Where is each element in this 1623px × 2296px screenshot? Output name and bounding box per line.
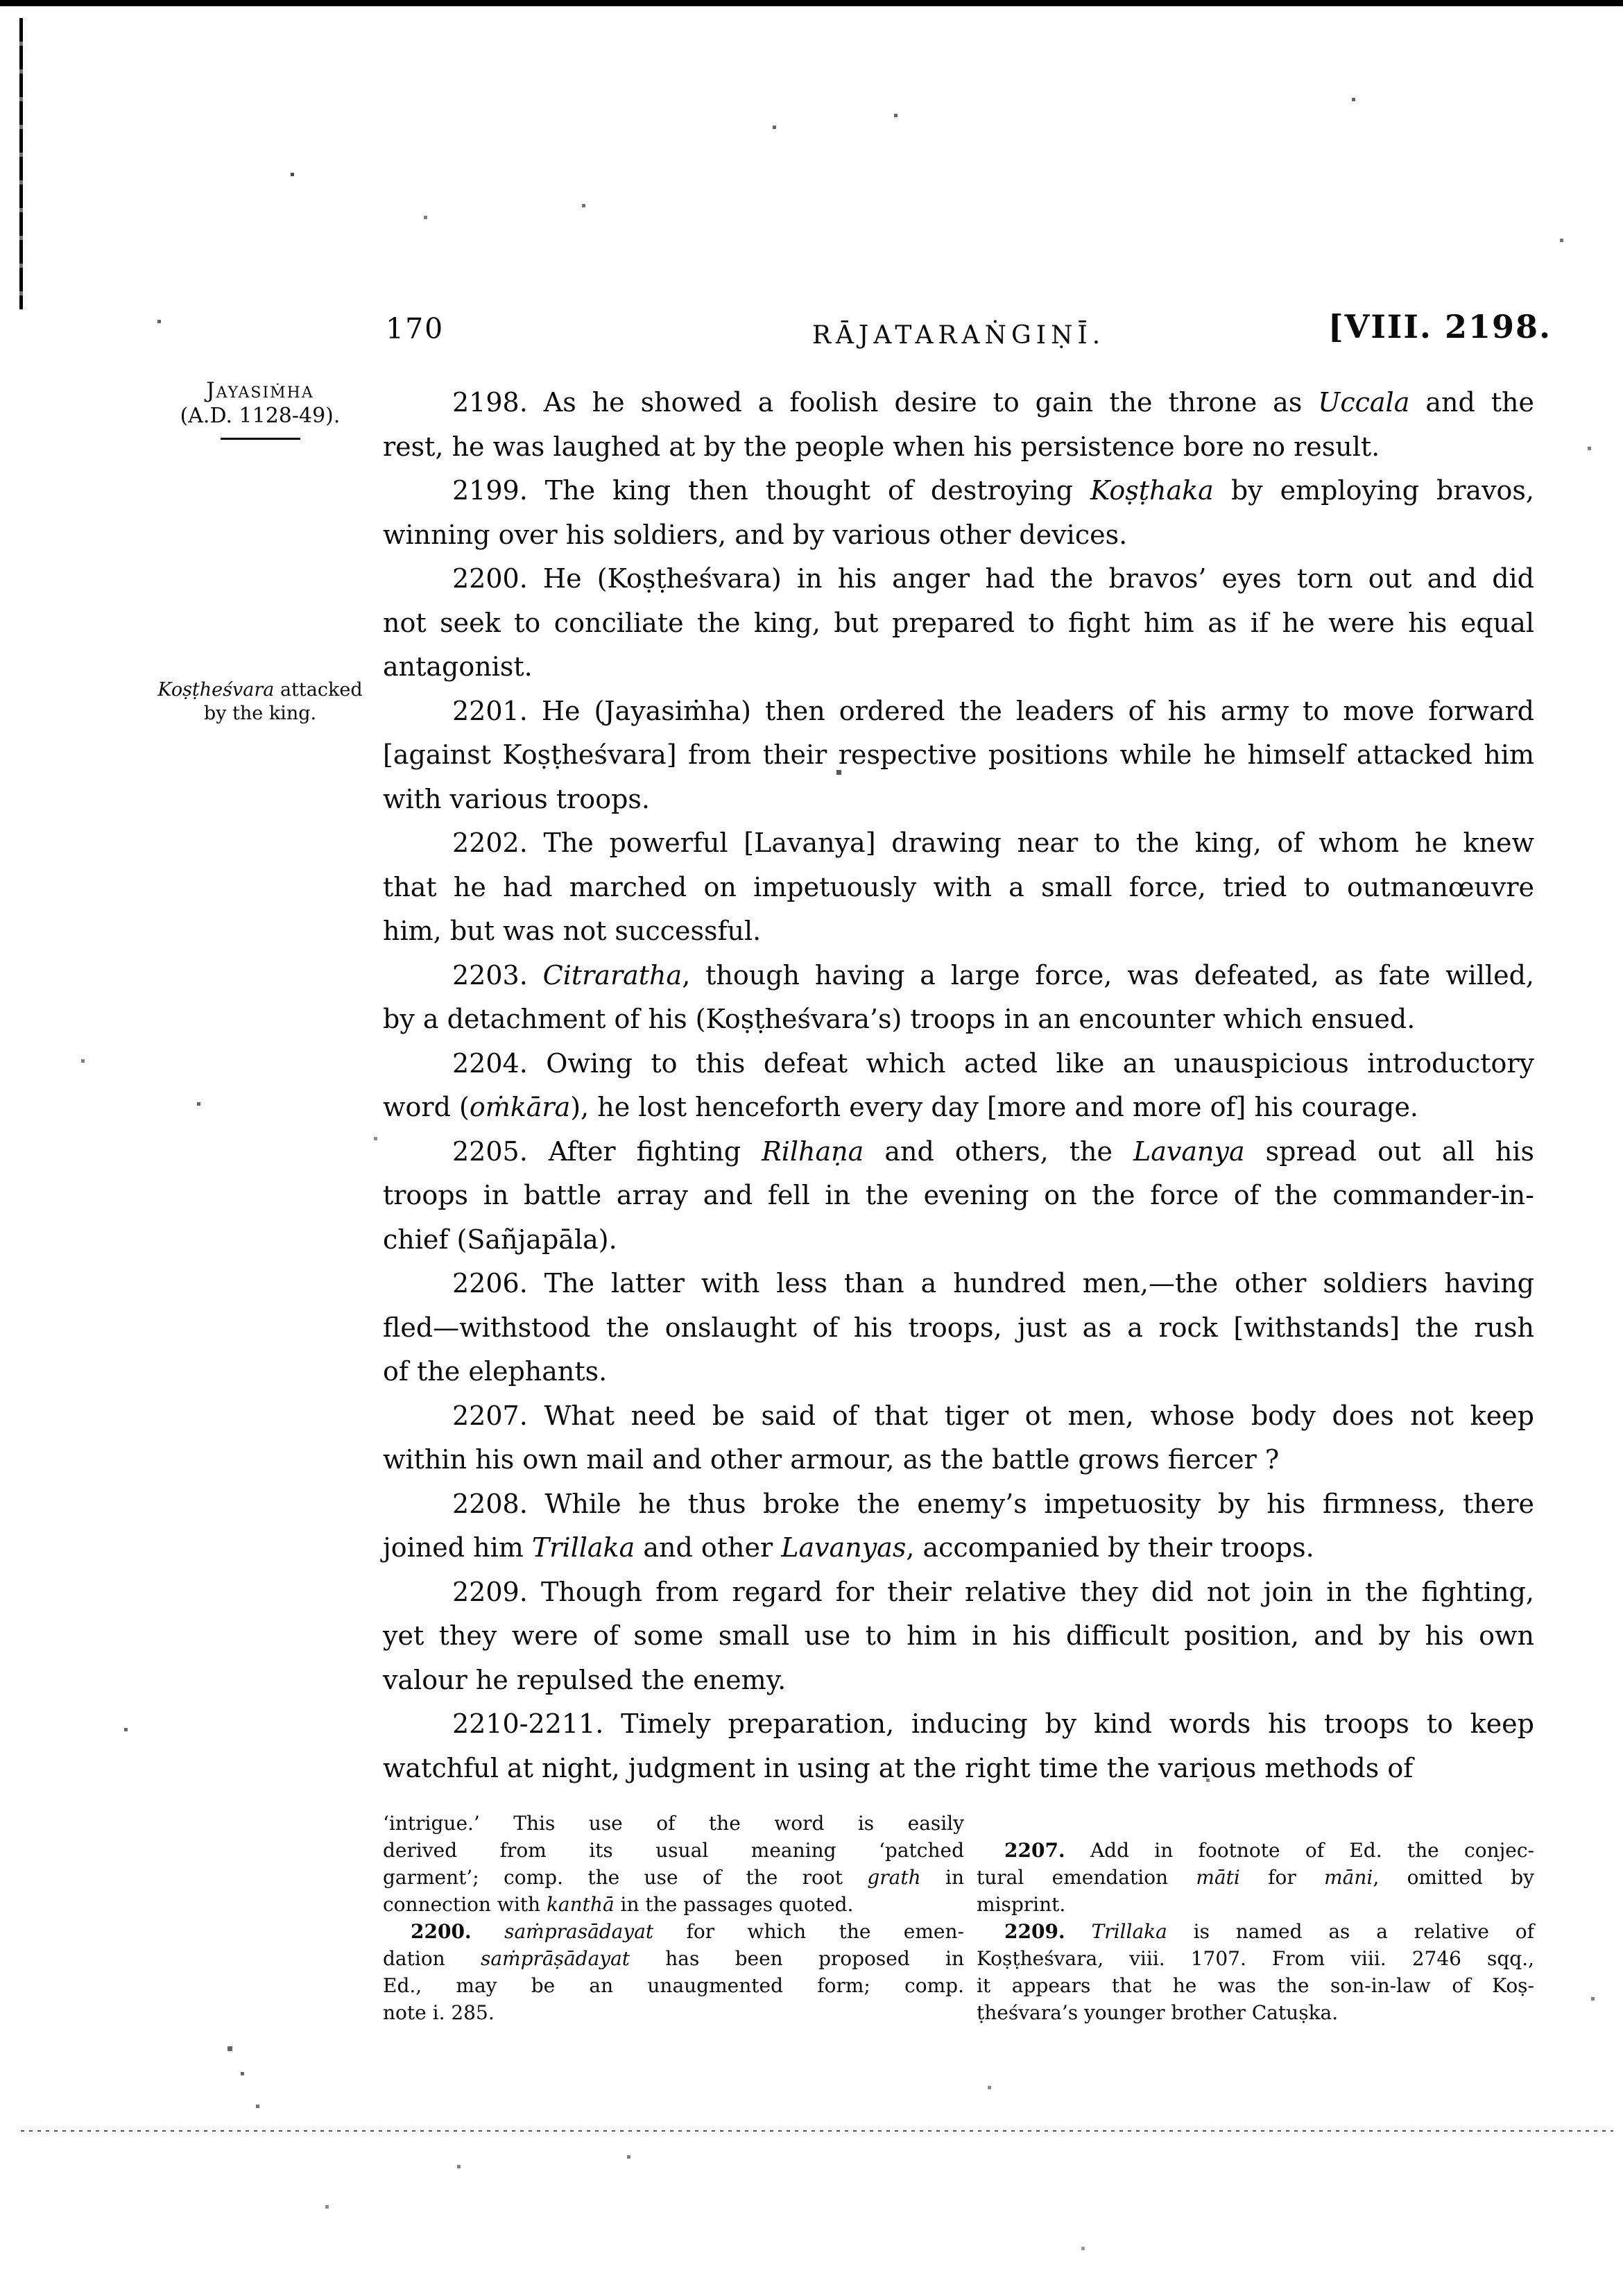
- footnote-line: 2207. Add in footnote of Ed. the conjec-: [1004, 1839, 1534, 1862]
- body-line: 2203. Citraratha, though having a large force, was defeated, as fate willed,: [452, 959, 1534, 991]
- body-line: 2201. He (Jayasiṁha) then ordered the leaders of his army to move forward: [452, 695, 1534, 726]
- body-line: with various troops.: [383, 783, 650, 814]
- page-number: 170: [386, 312, 445, 345]
- body-line: 2208. While he thus broke the enemy’s impetuosity by his firmness, there: [452, 1488, 1534, 1519]
- margin-note-event-line: by the king.: [203, 703, 317, 724]
- margin-note-ruler-name: Jayasiṁha: [206, 378, 314, 403]
- margin-note-rule: [221, 438, 300, 440]
- body-line: winning over his soldiers, and by various other devices.: [383, 519, 1128, 550]
- footnote-line: 2209. Trillaka is named as a relative of: [1004, 1920, 1534, 1943]
- body-line: that he had marched on impetuously with a small force, tried to outmanœuvre: [383, 871, 1534, 902]
- footnote-line: ṭheśvara’s younger brother Catuṣka.: [977, 2001, 1339, 2024]
- footnote-line: garment’; comp. the use of the root grath in: [383, 1866, 964, 1889]
- footnote-line: note i. 285.: [383, 2001, 495, 2024]
- scan-edge-left-line: [19, 18, 23, 309]
- footnote-column-left: [383, 1810, 964, 2026]
- body-line: fled—withstood the onslaught of his troops, just as a rock [withstands] the rush: [383, 1312, 1534, 1343]
- body-line: 2198. As he showed a foolish desire to gain the throne as Uccala and the: [452, 387, 1534, 418]
- body-line: watchful at night, judgment in using at the right time the various methods of: [383, 1752, 1414, 1783]
- footnote-line: derived from its usual meaning ‘patched: [383, 1839, 964, 1862]
- body-line: of the elephants.: [383, 1356, 608, 1387]
- body-line: 2209. Though from regard for their relative they did not join in the fighting,: [452, 1576, 1534, 1607]
- margin-note-event-line: Koṣṭheśvara attacked: [157, 679, 363, 701]
- body-line: joined him Trillaka and other Lavanyas, accompanied by their troops.: [383, 1532, 1314, 1563]
- margin-note-ruler-dates: (A.D. 1128-49).: [180, 404, 341, 428]
- body-line: 2210-2211. Timely preparation, inducing by kind words his troops to keep: [452, 1708, 1534, 1739]
- margin-note-ruler: [146, 378, 375, 440]
- footnote-line: 2200. saṁprasādayat for which the emen-: [411, 1920, 964, 1943]
- footnote-line: tural emendation māti for māni, omitted by: [977, 1866, 1534, 1889]
- body-text-column: [383, 381, 1534, 1790]
- body-line: 2207. What need be said of that tiger ot men, whose body does not keep: [452, 1400, 1534, 1431]
- footnote-line: dation saṁprāṣādayat has been proposed in: [383, 1947, 964, 1970]
- body-line: 2206. The latter with less than a hundred men,—the other soldiers having: [452, 1268, 1534, 1299]
- body-line: 2199. The king then thought of destroying Koṣṭhaka by employing bravos,: [452, 475, 1534, 506]
- scan-noise-specks: [0, 0, 2, 2]
- body-line: [against Koṣṭheśvara] from their respective positions while he himself attacked him: [383, 739, 1534, 770]
- running-title: RĀJATARAṄGIṆĪ.: [812, 321, 1106, 350]
- footnote-line: Koṣṭheśvara, viii. 1707. From viii. 2746 sqq.,: [977, 1947, 1534, 1970]
- footnote-line: misprint.: [977, 1893, 1066, 1916]
- section-reference: [VIII. 2198.: [1328, 308, 1552, 345]
- body-line: 2200. He (Koṣṭheśvara) in his anger had the bravos’ eyes torn out and did: [452, 563, 1534, 594]
- footnote-column-right: [977, 1837, 1534, 2026]
- scan-edge-top-bar: [0, 0, 1623, 6]
- body-line: 2202. The powerful [Lavanya] drawing near to the king, of whom he knew: [452, 828, 1534, 858]
- body-line: rest, he was laughed at by the people when his persistence bore no result.: [383, 431, 1380, 462]
- body-line: troops in battle array and fell in the evening on the force of the commander-in-: [383, 1180, 1534, 1210]
- footnote-line: ‘intrigue.’ This use of the word is easily: [383, 1812, 964, 1835]
- body-line: by a detachment of his (Koṣṭheśvara’s) troops in an encounter which ensued.: [383, 1004, 1416, 1034]
- margin-note-event: [139, 678, 381, 726]
- footnote-line: connection with kanthā in the passages quoted.: [383, 1893, 854, 1916]
- body-line: 2205. After fighting Rilhaṇa and others, the Lavanya spread out all his: [452, 1136, 1534, 1167]
- body-line: him, but was not successful.: [383, 916, 762, 946]
- body-line: 2204. Owing to this defeat which acted like an unauspicious introductory: [452, 1047, 1534, 1079]
- body-line: chief (Sañjapāla).: [383, 1224, 617, 1255]
- body-line: antagonist.: [383, 651, 533, 682]
- body-line: not seek to conciliate the king, but prepared to fight him as if he were his equal: [383, 607, 1534, 638]
- footnote-line: it appears that he was the son-in-law of Koṣ-: [977, 1974, 1534, 1997]
- body-line: word (oṁkāra), he lost henceforth every day [more and more of] his courage.: [383, 1092, 1419, 1122]
- body-line: yet they were of some small use to him in his difficult position, and by his own: [383, 1620, 1534, 1651]
- body-line: within his own mail and other armour, as the battle grows fiercer ?: [383, 1444, 1280, 1475]
- footnote-line: Ed., may be an unaugmented form; comp.: [383, 1974, 964, 1997]
- scan-fold-dotted-line: [21, 2130, 1613, 2132]
- body-line: valour he repulsed the enemy.: [383, 1664, 787, 1695]
